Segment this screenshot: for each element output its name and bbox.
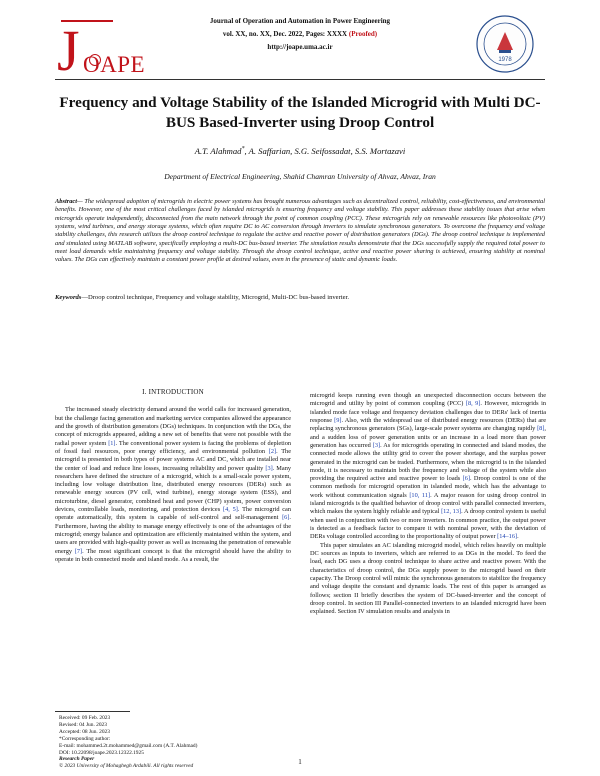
author: A. Saffarian <box>248 146 291 156</box>
citation-link[interactable]: [12, 13] <box>441 508 462 516</box>
abstract-text: The widespread adoption of microgrids in electric power systems has brought numerous advantages such as decentralized control, reliability, cost-effectiveness, and environmental benefits. However, one of the most critical challenges faced by islanded microgrids is ensuring frequency and voltage stability. This paper addresses these stability issues that arise when microgrids operate independently, disconnected from the main network through the point of common coupling (PCC). These microgrids rely on renewable resources like photovoltaic (PV) systems, wind turbines, and energy storage systems, which often require DC to AC conversion through inverters to simulate synchronous generators. To overcome the frequency and voltage stability challenges, this research utilizes the droop control technique to regulate the active and reactive power of distribution generators (DGs). The droop control technique is implemented and simulated using MATLAB software, specifically employing a multi-DC bus-based inverter. The simulation results demonstrate that the DGs successfully supply the required total power to meet load demands while maintaining frequency and voltage stability. Through the droop control technique, active and reactive power sharing is achieved, ensuring stability at nominal values. The DGs can effectively maintain a constant power profile at desired values, even in the presence of static and dynamic loads. <box>55 198 546 264</box>
page-number: 1 <box>298 758 302 766</box>
article-info <box>59 715 299 770</box>
journal-name: Journal of Operation and Automation in Power Engineering <box>209 17 391 25</box>
paper-type: Research Paper <box>59 756 95 763</box>
citation-link[interactable]: [6] <box>462 475 470 483</box>
citation-link[interactable]: [4, 5] <box>222 506 238 514</box>
citation-link[interactable]: [10, 11] <box>409 491 431 499</box>
citation-link[interactable]: [1] <box>108 439 116 447</box>
corresponding-author: *Corresponding author: <box>59 735 111 742</box>
keywords-label: Keywords <box>55 294 82 301</box>
footnote-divider <box>55 711 130 712</box>
header-divider <box>55 79 545 80</box>
author: S.S. Mortazavi <box>354 146 406 156</box>
keywords-text: Droop control technique, Frequency and voltage stability, Microgrid, Multi-DC bus-based inverter. <box>87 294 350 301</box>
joape-logo <box>55 12 167 78</box>
citation-link[interactable]: [6] <box>282 514 290 522</box>
citation-link[interactable]: [7] <box>74 547 83 555</box>
citation-link[interactable]: [3] <box>372 441 381 449</box>
svg-text:1978: 1978 <box>498 57 512 63</box>
paragraph: The increased steady electricity demand around the world calls for increased generation, but the challenge facing generation and marketing service companies allowed the appearance and the growth of distribution generators (DGs) techniques. In conjunction with the DGs, the concept of microgrids appeared, adding a new set of benefits that were not possible with the radial power system [1]. The conventional power system is facing the problems of depletion of fossil fuel resources, poor energy efficiency, and environmental pollution [2]. The microgrid is presented in both types of power systems AC and DC, which are installed near the center of load and reduce line losses, increasing reliability and power quality [3]. Many researchers have defined the structure of a microgrid, which is a small-scale power system, including low voltage distribution line, distributed energy resources (DERs) such as renewable energy sources (PV cell, wind turbine), energy storage system (ESS), and microturbine, diesel generator, combined heat and power (CHP) system, power conversion devices, controllable loads, monitoring, and protection devices [4, 5]. The microgrid can operate automatically, this system is capable of self-control and self-management [6]. Furthermore, having the ability to manage energy effectively is one of the advantages of the microgrid; energy balance and optimization are efficiently maintained within the system, and users are provided with high-quality power as well as increasing the penetration of renewable energy [7]. The most significant concept is that the microgrid should have the ability to operate in both connected mode and island mode. As a result, the <box>55 406 292 563</box>
svg-text:J: J <box>57 18 80 78</box>
abstract-label: Abstract <box>55 198 78 205</box>
accepted-date: Accepted: 08 Jun. 2023 <box>59 728 110 735</box>
svg-text:OAPE: OAPE <box>83 52 146 77</box>
affiliation: Department of Electrical Engineering, Shahid Chamran University of Ahvaz, Ahvaz, Iran <box>164 172 436 181</box>
journal-url[interactable]: http://joape.uma.ac.ir <box>267 43 333 51</box>
doi[interactable]: DOI: 10.22098/joape.2023.12322.1925 <box>59 749 144 756</box>
author-list: A.T. Alahmad*, A. Saffarian, S.G. Seifossadat, S.S. Mortazavi <box>194 146 406 156</box>
corresponding-mark: * <box>241 146 245 153</box>
citation-link[interactable]: [14–16] <box>497 533 518 541</box>
author: A.T. Alahmad <box>194 146 242 156</box>
right-column <box>310 392 546 616</box>
author-email[interactable]: E-mail: mohammed.2t.mohammed@gmail.com (A.T. Alahmad) <box>59 742 198 749</box>
journal-info <box>180 15 420 54</box>
citation-link[interactable]: [2] <box>268 447 277 455</box>
paper-title: Frequency and Voltage Stability of the Islanded Microgrid with Multi DC-BUS Based-Inverter using Droop Control <box>59 94 541 131</box>
citation-link[interactable]: [8] <box>537 425 545 433</box>
citation-link[interactable]: [8, 9] <box>465 400 481 408</box>
volume-line: vol. XX, no. XX, Dec. 2022, Pages: XXXX (Proofed) <box>222 30 378 38</box>
citation-link[interactable]: [9] <box>334 416 342 424</box>
citation-link[interactable]: [3] <box>265 464 273 472</box>
received-date: Received: 09 Feb. 2023 <box>59 715 111 721</box>
copyright: © 2023 University of Mohaghegh Ardabili. All rights reserved <box>59 763 194 770</box>
keywords: Keywords—Droop control technique, Frequency and voltage stability, Microgrid, Multi-DC bus-based inverter. <box>55 294 350 301</box>
journal-header <box>0 0 600 80</box>
university-seal-icon <box>475 14 535 74</box>
revised-date: Revised: 04 Jun. 2023 <box>59 721 107 728</box>
author: S.G. Seifossadat <box>294 146 351 156</box>
paragraph: This paper simulates an AC islanding microgrid model, which relies heavily on multiple DC sources as inputs to inverters, which are referred to as DGs in the model. To feed the load, each DG uses a droop control technique to share active and reactive power. With the characteristics of droop control, the DGs supply power to the microgrid based on their capacity. The Droop control will mimic the synchronous generators to stabilize the frequency and voltage despite the constant and dynamic loads. The rest of this paper is arranged as follows; section II briefly describes the system of DC-based-inverter and the concept of droop control. In section III Parallel-connected inverters to an islanded microgrid have been explained. Section IV simulation results and analysis in <box>310 541 546 616</box>
paragraph: microgrid keeps running even though an unexpected disconnection occurs between the microgrid and utility by point of common coupling (PCC) [8, 9]. However, microgrids in islanded mode face voltage and frequency deviation challenges due to DERs' lack of inertia response [9]. Also, with the widespread use of distributed energy resources (DERs) that are replacing synchronous generators (SGs), large-scale power systems are changing rapidly [8], and a sudden loss of power generation units or an increase in a load more than power generation has occurred [3]. As for microgrids operating in connected and island modes, the connected mode allows the utility grid to cover the power shortage, and the surplus power generated in the microgrid can be traded. Furthermore, when the microgrid is in the islanded mode, it is necessary to maintain both the frequency and voltage of the system while also providing the required active and reactive power to loads [6]. Droop control is one of the common methods for microgrid operation in islanded mode, which has the advantage to work without communication signals [10, 11]. A major reason for using droop control in island microgrids is the qualified behavior of droop control with parallel connected inverters, which makes the system highly reliable and typical [12, 13]. A droop control system is useful when used in conjunction with two or more inverters. In common practice, the output power is detected as a feedback factor to compare it with nominal power, with the deviation of DERs voltage controlled according to the proportionality of output power [14–16]. <box>310 392 547 541</box>
left-column <box>55 388 291 564</box>
proof-status: (Proofed) <box>348 30 378 38</box>
section-heading: I. INTRODUCTION <box>142 388 204 396</box>
abstract: Abstract— The widespread adoption of microgrids in electric power systems has brought numerous advantages such as decentralized control, reliability, cost-effectiveness, and environmental benefits. However, one of the most critical challenges faced by islanded microgrids is ensuring frequency and voltage stability. This paper addresses these stability issues that arise when microgrids operate independently, disconnected from the main network through the point of common coupling (PCC). These microgrids rely on renewable resources like photovoltaic (PV) systems, wind turbines, and energy storage systems, which often require DC to AC conversion through inverters to simulate synchronous generators. To overcome the frequency and voltage stability challenges, this research utilizes the droop control technique to regulate the active and reactive power of distribution generators (DGs). The droop control technique is implemented and simulated using MATLAB software, specifically employing a multi-DC bus-based inverter. The simulation results demonstrate that the DGs successfully supply the required total power to meet load demands while maintaining frequency and voltage stability. Through the droop control technique, active and reactive power sharing is achieved, ensuring stability at nominal values. The DGs can effectively maintain a constant power profile at desired values, even in the presence of static and dynamic loads. <box>55 198 546 264</box>
